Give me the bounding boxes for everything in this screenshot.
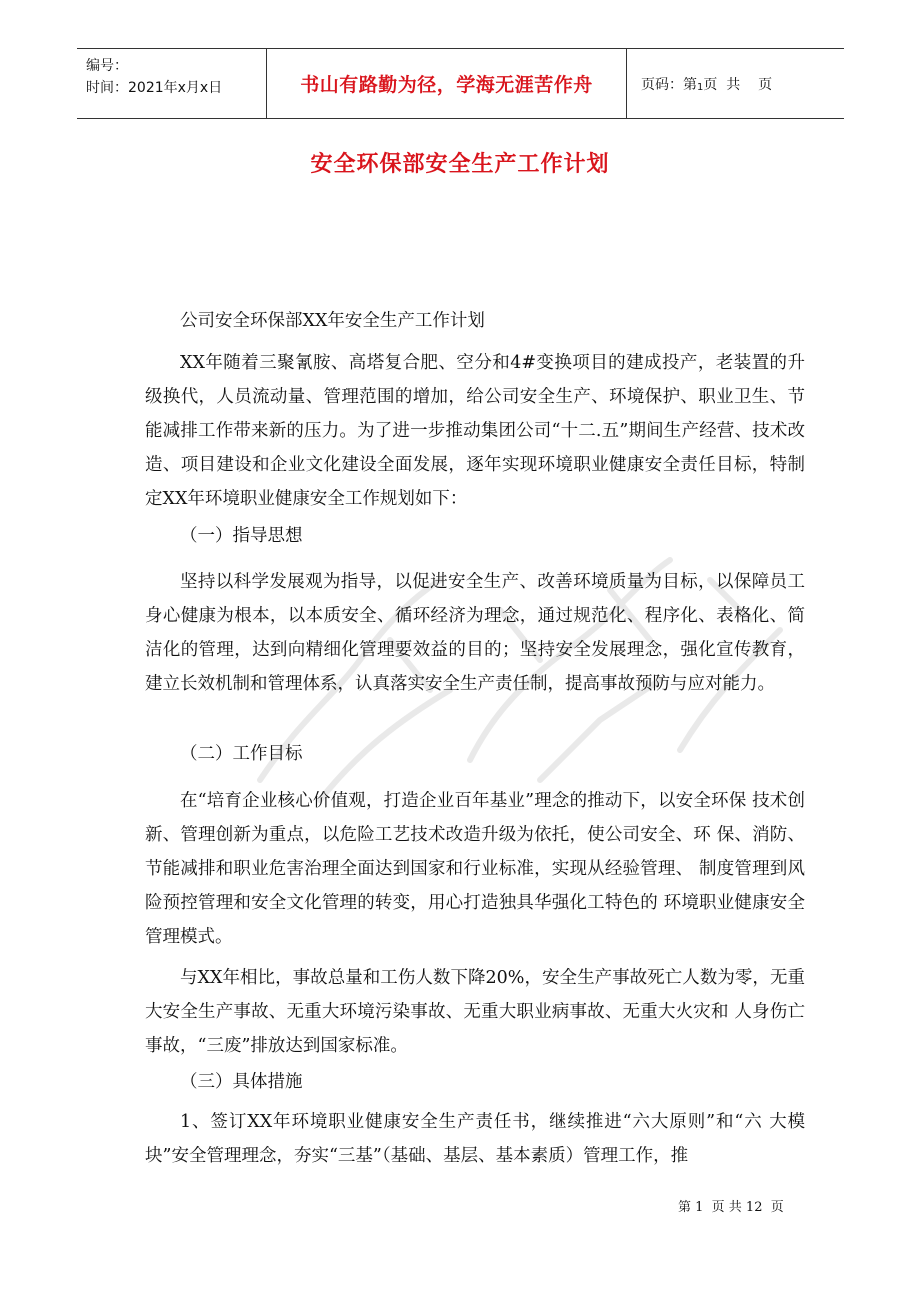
- page-footer: 第 1 页 共 12 页: [678, 1200, 784, 1215]
- page-suffix: 页 共 页: [703, 76, 773, 93]
- page-number: 1: [697, 82, 704, 93]
- header-table: [77, 48, 844, 119]
- paragraph-targets: 与XX年相比，事故总量和工伤人数下降20%，安全生产事故死亡人数为零，无重大安全生产事故、无重大环境污染事故、无重大职业病事故、无重大火灾和 人身伤亡事故，“三废”排放达到国家标准。: [145, 968, 805, 1056]
- document-number-label: 编号：: [86, 58, 128, 74]
- heading-guiding-thought: （一）指导思想: [180, 526, 303, 546]
- header-meta: [77, 49, 267, 118]
- paragraph-work-goals: 在“培育企业核心价值观，打造企业百年基业”理念的推动下，以安全环保 技术创新、管理创新为重点，以危险工艺技术改造升级为依托，使公司安全、环 保、消防、节能减排和职业危害治理全面达到国家和行业标准，实现从经验管理、 制度管理到风险预控管理和安全文化管理的转变，用心打造独具华强化工特色的 环境职业健康安全管理模式。: [145, 791, 805, 947]
- header-motto: 书山有路勤为径，学海无涯苦作舟: [267, 49, 627, 118]
- heading-specific-measures: （三）具体措施: [180, 1072, 303, 1092]
- paragraph-subtitle: 公司安全环保部XX年安全生产工作计划: [180, 311, 485, 331]
- paragraph-measure-1: 1、签订XX年环境职业健康安全生产责任书，继续推进“六大原则”和“六 大模块”安全管理理念，夯实“三基”（基础、基层、基本素质）管理工作，推: [145, 1112, 805, 1166]
- header-page-info: [627, 49, 844, 118]
- page-prefix: 页码：第: [641, 76, 697, 93]
- paragraph-guiding-thought: 坚持以科学发展观为指导，以促进安全生产、改善环境质量为目标，以保障员工身心健康为根本，以本质安全、循环经济为理念，通过规范化、程序化、表格化、简洁化的管理，达到向精细化管理要效益的目的；坚持安全发展理念，强化宣传教育，建立长效机制和管理体系，认真落实安全生产责任制，提高事故预防与应对能力。: [145, 572, 805, 694]
- document-time: 时间：2021年x月x日: [86, 80, 223, 96]
- document-title: 安全环保部安全生产工作计划: [310, 152, 610, 177]
- heading-work-goals: （二）工作目标: [180, 744, 303, 764]
- paragraph-intro: XX年随着三聚氰胺、高塔复合肥、空分和4#变换项目的建成投产，老装置的升级换代，人员流动量、管理范围的增加，给公司安全生产、环境保护、职业卫生、节能减排工作带来新的压力。为了进一步推动集团公司“十二.五”期间生产经营、技术改造、项目建设和企业文化建设全面发展，逐年实现环境职业健康安全责任目标，特制定XX年环境职业健康安全工作规划如下：: [145, 353, 805, 509]
